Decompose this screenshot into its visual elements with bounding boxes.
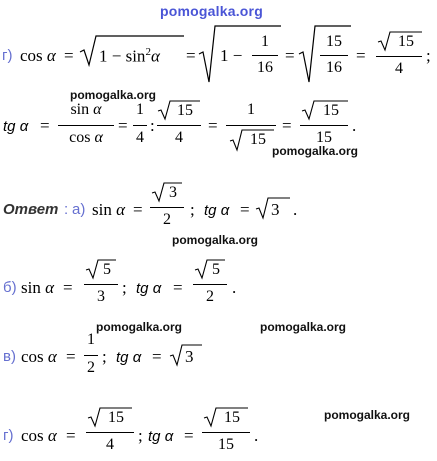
fraction-numerator: 1 <box>136 101 144 118</box>
fraction-denominator: 4 <box>175 129 183 146</box>
fraction-bar <box>58 125 114 126</box>
watermark: pomogalka.org <box>172 233 259 247</box>
fraction-denominator: 16 <box>257 59 273 76</box>
watermark-top: pomogalka.org <box>160 3 263 19</box>
fraction-bar <box>300 125 348 126</box>
period: . <box>254 426 259 445</box>
period: . <box>293 200 298 219</box>
sin-text: sin α <box>92 200 126 219</box>
fraction-bar <box>133 125 147 126</box>
cos-text: cos α <box>21 347 57 366</box>
colon: : <box>150 116 155 135</box>
fraction-bar <box>157 125 201 126</box>
fraction-denominator: 4 <box>106 436 114 453</box>
equals: = <box>208 116 218 135</box>
equals: = <box>152 347 162 366</box>
sin-text: sin α <box>21 278 55 297</box>
cos-text: cos α <box>20 46 56 65</box>
fraction-numerator: 1 <box>247 101 255 118</box>
tg-text: tg α <box>136 280 162 297</box>
equals: = <box>64 46 74 65</box>
equals: = <box>66 426 76 445</box>
fraction-denominator: 15 <box>218 436 234 453</box>
fraction-bar <box>376 56 422 57</box>
equals: = <box>63 278 73 297</box>
semicolon: ; <box>122 278 127 297</box>
watermark: pomogalka.org <box>96 320 183 334</box>
fraction-numerator: 15 <box>177 102 193 119</box>
fraction-numerator: 5 <box>103 261 111 278</box>
item-label-a: а) <box>72 201 86 218</box>
tg-text: tg α <box>148 428 174 445</box>
equals: = <box>118 116 128 135</box>
fraction-numerator: 15 <box>398 33 414 50</box>
fraction-denominator: 15 <box>316 129 332 146</box>
fraction-bar <box>86 432 134 433</box>
fraction-numerator: 15 <box>108 409 124 426</box>
item-label-g: г) <box>3 427 14 444</box>
fraction-denominator: 2 <box>163 211 171 228</box>
fraction-numerator: 3 <box>169 184 177 201</box>
fraction-bar <box>84 355 98 356</box>
equals: = <box>282 116 292 135</box>
equals: = <box>133 200 143 219</box>
semicolon: ; <box>138 426 143 445</box>
item-label-g: г) <box>2 47 13 64</box>
fraction-numerator: 15 <box>326 33 342 50</box>
watermark: pomogalka.org <box>324 408 411 422</box>
fraction-bar <box>226 125 276 126</box>
fraction-numerator: 5 <box>212 261 220 278</box>
equals: = <box>356 46 366 65</box>
watermark: pomogalka.org <box>272 144 359 158</box>
period: . <box>232 278 237 297</box>
equals: = <box>240 200 250 219</box>
fraction-numerator: 15 <box>224 409 240 426</box>
answer-label: Ответ <box>3 201 59 218</box>
tg-text: tg α <box>3 118 29 135</box>
radicand-text: 1 − <box>220 46 243 65</box>
fraction-numerator: 15 <box>323 102 339 119</box>
equals: = <box>40 116 50 135</box>
semicolon: ; <box>102 347 107 366</box>
radicand-text: $1 - \sin^2\alpha$ <box>99 46 160 66</box>
radicand-text: 3 <box>271 200 280 219</box>
tg-text: tg α <box>204 202 230 219</box>
semicolon: ; <box>426 46 431 65</box>
fraction-denominator: 16 <box>326 59 342 76</box>
fraction-bar <box>202 432 250 433</box>
equals: = <box>186 46 196 65</box>
fraction-bar <box>193 284 227 285</box>
fraction-bar <box>320 55 348 56</box>
period: . <box>352 116 357 135</box>
fraction-bar <box>150 207 184 208</box>
fraction-denominator: 3 <box>97 288 105 305</box>
cos-text: cos α <box>21 426 57 445</box>
tg-text: tg α <box>116 349 142 366</box>
watermark: pomogalka.org <box>70 88 157 102</box>
fraction-denominator: 2 <box>206 288 214 305</box>
fraction-denominator: 15 <box>250 131 266 148</box>
fraction-denominator: 2 <box>87 359 95 376</box>
equals: = <box>66 347 76 366</box>
answer-label-colon: : <box>64 201 69 218</box>
fraction-bar <box>84 284 118 285</box>
equals: = <box>285 46 295 65</box>
fraction-numerator: sin α <box>70 101 102 118</box>
semicolon: ; <box>190 200 195 219</box>
watermark: pomogalka.org <box>260 320 347 334</box>
equals: = <box>173 278 183 297</box>
equals: = <box>184 426 194 445</box>
item-label-v: в) <box>3 348 16 365</box>
item-label-b: б) <box>3 279 17 296</box>
radicand-text: 3 <box>185 347 194 366</box>
fraction-denominator: 4 <box>136 129 144 146</box>
fraction-numerator: 1 <box>87 331 95 348</box>
fraction-denominator: 4 <box>395 60 403 77</box>
fraction-bar <box>252 55 278 56</box>
fraction-denominator: cos α <box>69 129 103 146</box>
fraction-numerator: 1 <box>261 33 269 50</box>
